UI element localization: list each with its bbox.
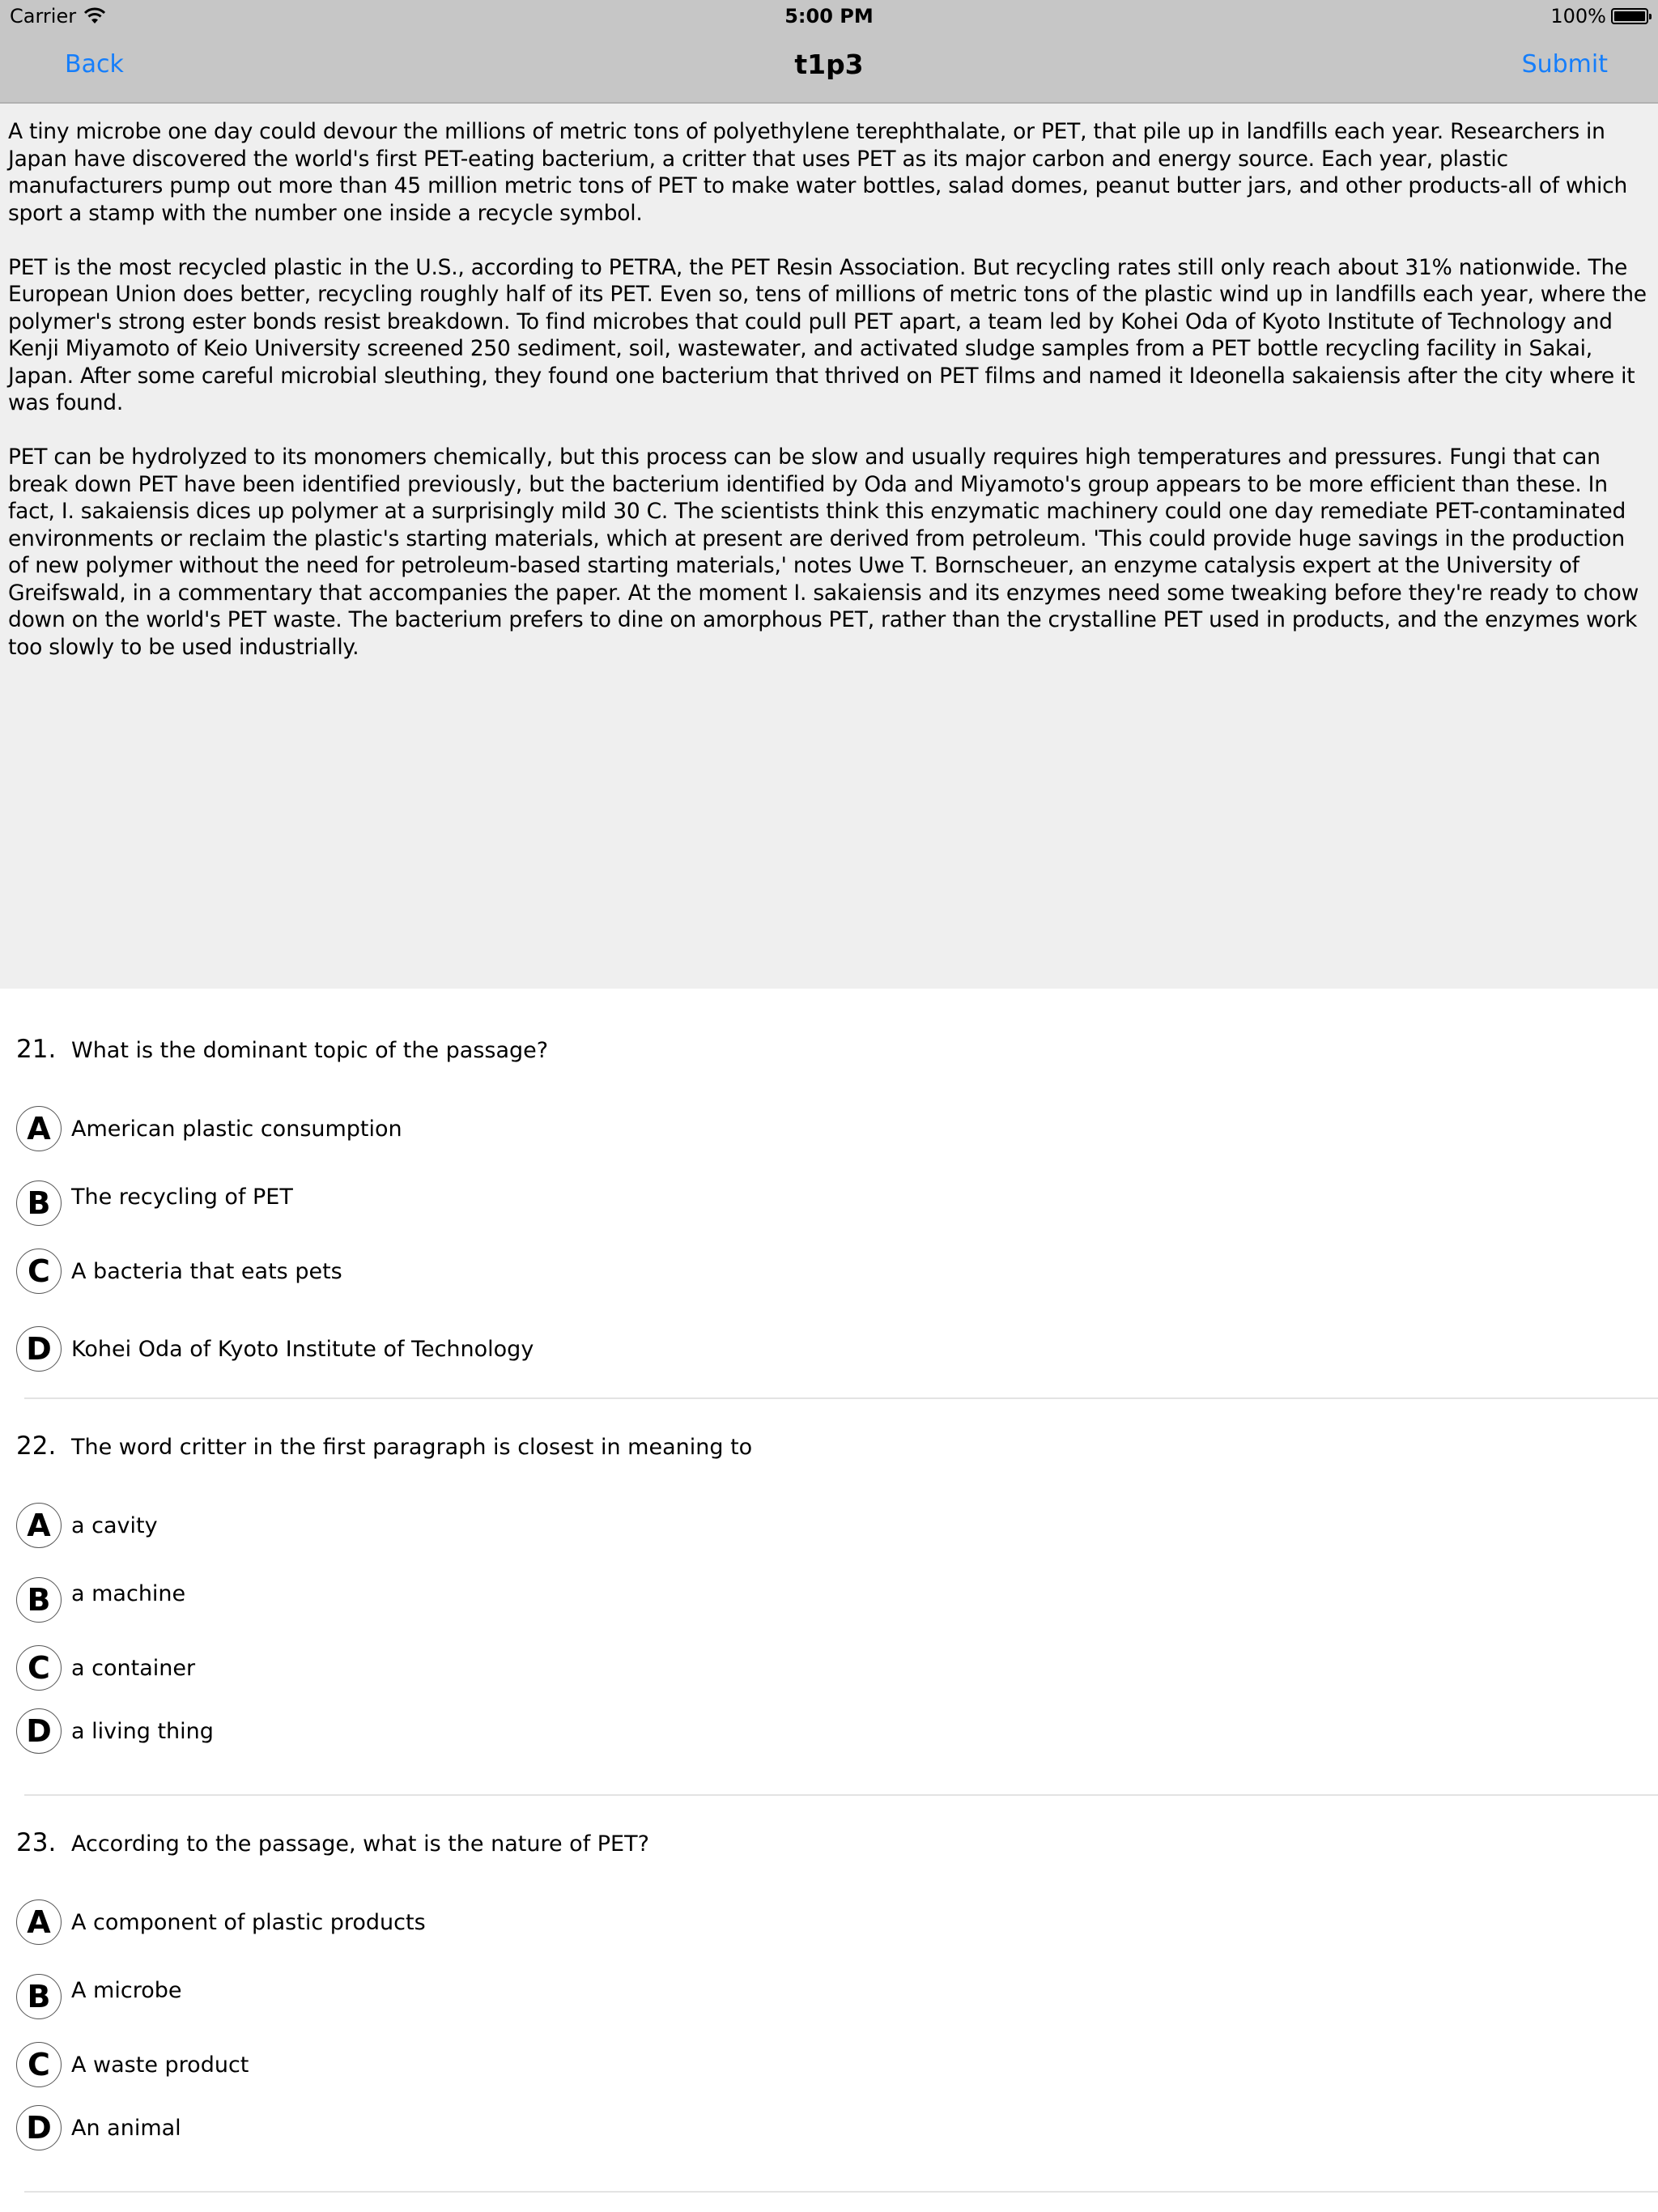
navigation-bar (0, 0, 1658, 104)
option-letter-badge: D (16, 1708, 62, 1754)
option-b[interactable] (16, 1974, 181, 2019)
option-letter-badge: A (16, 1899, 62, 1945)
option-d[interactable] (16, 1326, 534, 1372)
option-text: A waste product (71, 2052, 249, 2078)
option-text: An animal (71, 2115, 181, 2141)
option-text: a cavity (71, 1512, 158, 1538)
question-header (16, 1035, 548, 1064)
option-c[interactable] (16, 1249, 342, 1294)
option-d[interactable] (16, 2105, 181, 2150)
option-a[interactable] (16, 1503, 158, 1548)
option-b[interactable] (16, 1577, 185, 1623)
battery-icon (1611, 8, 1648, 24)
option-text: A bacteria that eats pets (71, 1258, 342, 1284)
battery-fill (1614, 11, 1645, 21)
option-letter-badge: B (16, 1974, 62, 2019)
back-button[interactable]: Back (65, 50, 124, 79)
question-text: The word critter in the first paragraph is closest in meaning to (71, 1435, 753, 1460)
question-text: According to the passage, what is the nature of PET? (71, 1831, 649, 1857)
option-text: The recycling of PET (71, 1184, 293, 1210)
status-battery (1550, 5, 1648, 28)
option-a[interactable] (16, 1899, 426, 1945)
option-b[interactable] (16, 1180, 293, 1226)
page-title: t1p3 (794, 49, 864, 80)
battery-percent: 100% (1550, 5, 1606, 28)
submit-button[interactable]: Submit (1521, 50, 1608, 79)
option-letter-badge: D (16, 2105, 62, 2150)
option-letter-badge: D (16, 1326, 62, 1372)
option-letter-badge: A (16, 1503, 62, 1548)
option-c[interactable] (16, 1645, 195, 1691)
question-divider (24, 2191, 1658, 2193)
option-c[interactable] (16, 2042, 249, 2087)
option-letter-badge: A (16, 1106, 62, 1151)
carrier-label: Carrier (10, 5, 77, 28)
question-divider (24, 1397, 1658, 1399)
question-number: 21. (16, 1035, 57, 1064)
question-number: 23. (16, 1828, 57, 1857)
question-divider (24, 1794, 1658, 1796)
passage-paragraph: A tiny microbe one day could devour the millions of metric tons of polyethylene terephthalate, or PET, that pile up in landfills each year. Researchers in Japan have discovered the world's first PET-eating bacterium, a critter that uses PET as its major carbon and energy source. Each year, plastic manufacturers pump out more than 45 million metric tons of PET to make water bottles, salad domes, peanut butter jars, and other products-all of which sport a stamp with the number one inside a recycle symbol. (8, 119, 1627, 226)
option-text: a machine (71, 1580, 186, 1606)
question-number: 22. (16, 1431, 57, 1461)
question-header (16, 1828, 649, 1857)
passage-paragraph: PET is the most recycled plastic in the U.S., according to PETRA, the PET Resin Association. But recycling rates still only reach about 31% nationwide. The European Union does better, recycling roughly half of its PET. Even so, tens of millions of metric tons of the plastic wind up in landfills each year, where the polymer's strong ester bonds resist breakdown. To find microbes that could pull PET apart, a team led by Kohei Oda of Kyoto Institute of Technology and Kenji Miyamoto of Keio University screened 250 sediment, soil, wastewater, and activated sludge samples from a PET bottle recycling facility in Sakai, Japan. After some careful microbial sleuthing, they found one bacterium that thrived on PET films and named it Ideonella sakaiensis after the city where it was found. (8, 254, 1647, 415)
option-letter-badge: C (16, 2042, 62, 2087)
status-time: 5:00 PM (784, 5, 874, 28)
option-text: Kohei Oda of Kyoto Institute of Technology (71, 1336, 534, 1362)
option-a[interactable] (16, 1106, 402, 1151)
question-text: What is the dominant topic of the passage? (71, 1038, 549, 1063)
option-text: A microbe (71, 1977, 182, 2003)
option-text: A component of plastic products (71, 1909, 426, 1935)
option-text: a container (71, 1655, 196, 1681)
reading-passage (0, 104, 1658, 989)
passage-paragraph: PET can be hydrolyzed to its monomers chemically, but this process can be slow and usually requires high temperatures and pressures. Fungi that can break down PET have been identified previously, but the bacterium identified by Oda and Miyamoto's group appears to be more efficient than these. In fact, I. sakaiensis dices up polymer at a surprisingly mild 30 C. The scientists think this enzymatic machinery could one day remediate PET-contaminated environments or reclaim the plastic's starting materials, which at present are derived from petroleum. 'This could provide huge savings in the production of new polymer without the need for petroleum-based starting materials,' notes Uwe T. Bornscheuer, an enzyme catalysis expert at the University of Greifswald, in a commentary that accompanies the paper. At the moment I. sakaiensis and its enzymes need some tweaking before they're ready to chow down on the world's PET waste. The bacterium prefers to dine on amorphous PET, rather than the crystalline PET used in products, and the enzymes work too slowly to be used industrially. (8, 445, 1639, 660)
option-text: American plastic consumption (71, 1116, 402, 1142)
option-letter-badge: B (16, 1577, 62, 1623)
option-letter-badge: B (16, 1180, 62, 1226)
option-letter-badge: C (16, 1645, 62, 1691)
option-d[interactable] (16, 1708, 214, 1754)
question-header (16, 1431, 752, 1461)
option-text: a living thing (71, 1718, 214, 1744)
option-letter-badge: C (16, 1249, 62, 1294)
